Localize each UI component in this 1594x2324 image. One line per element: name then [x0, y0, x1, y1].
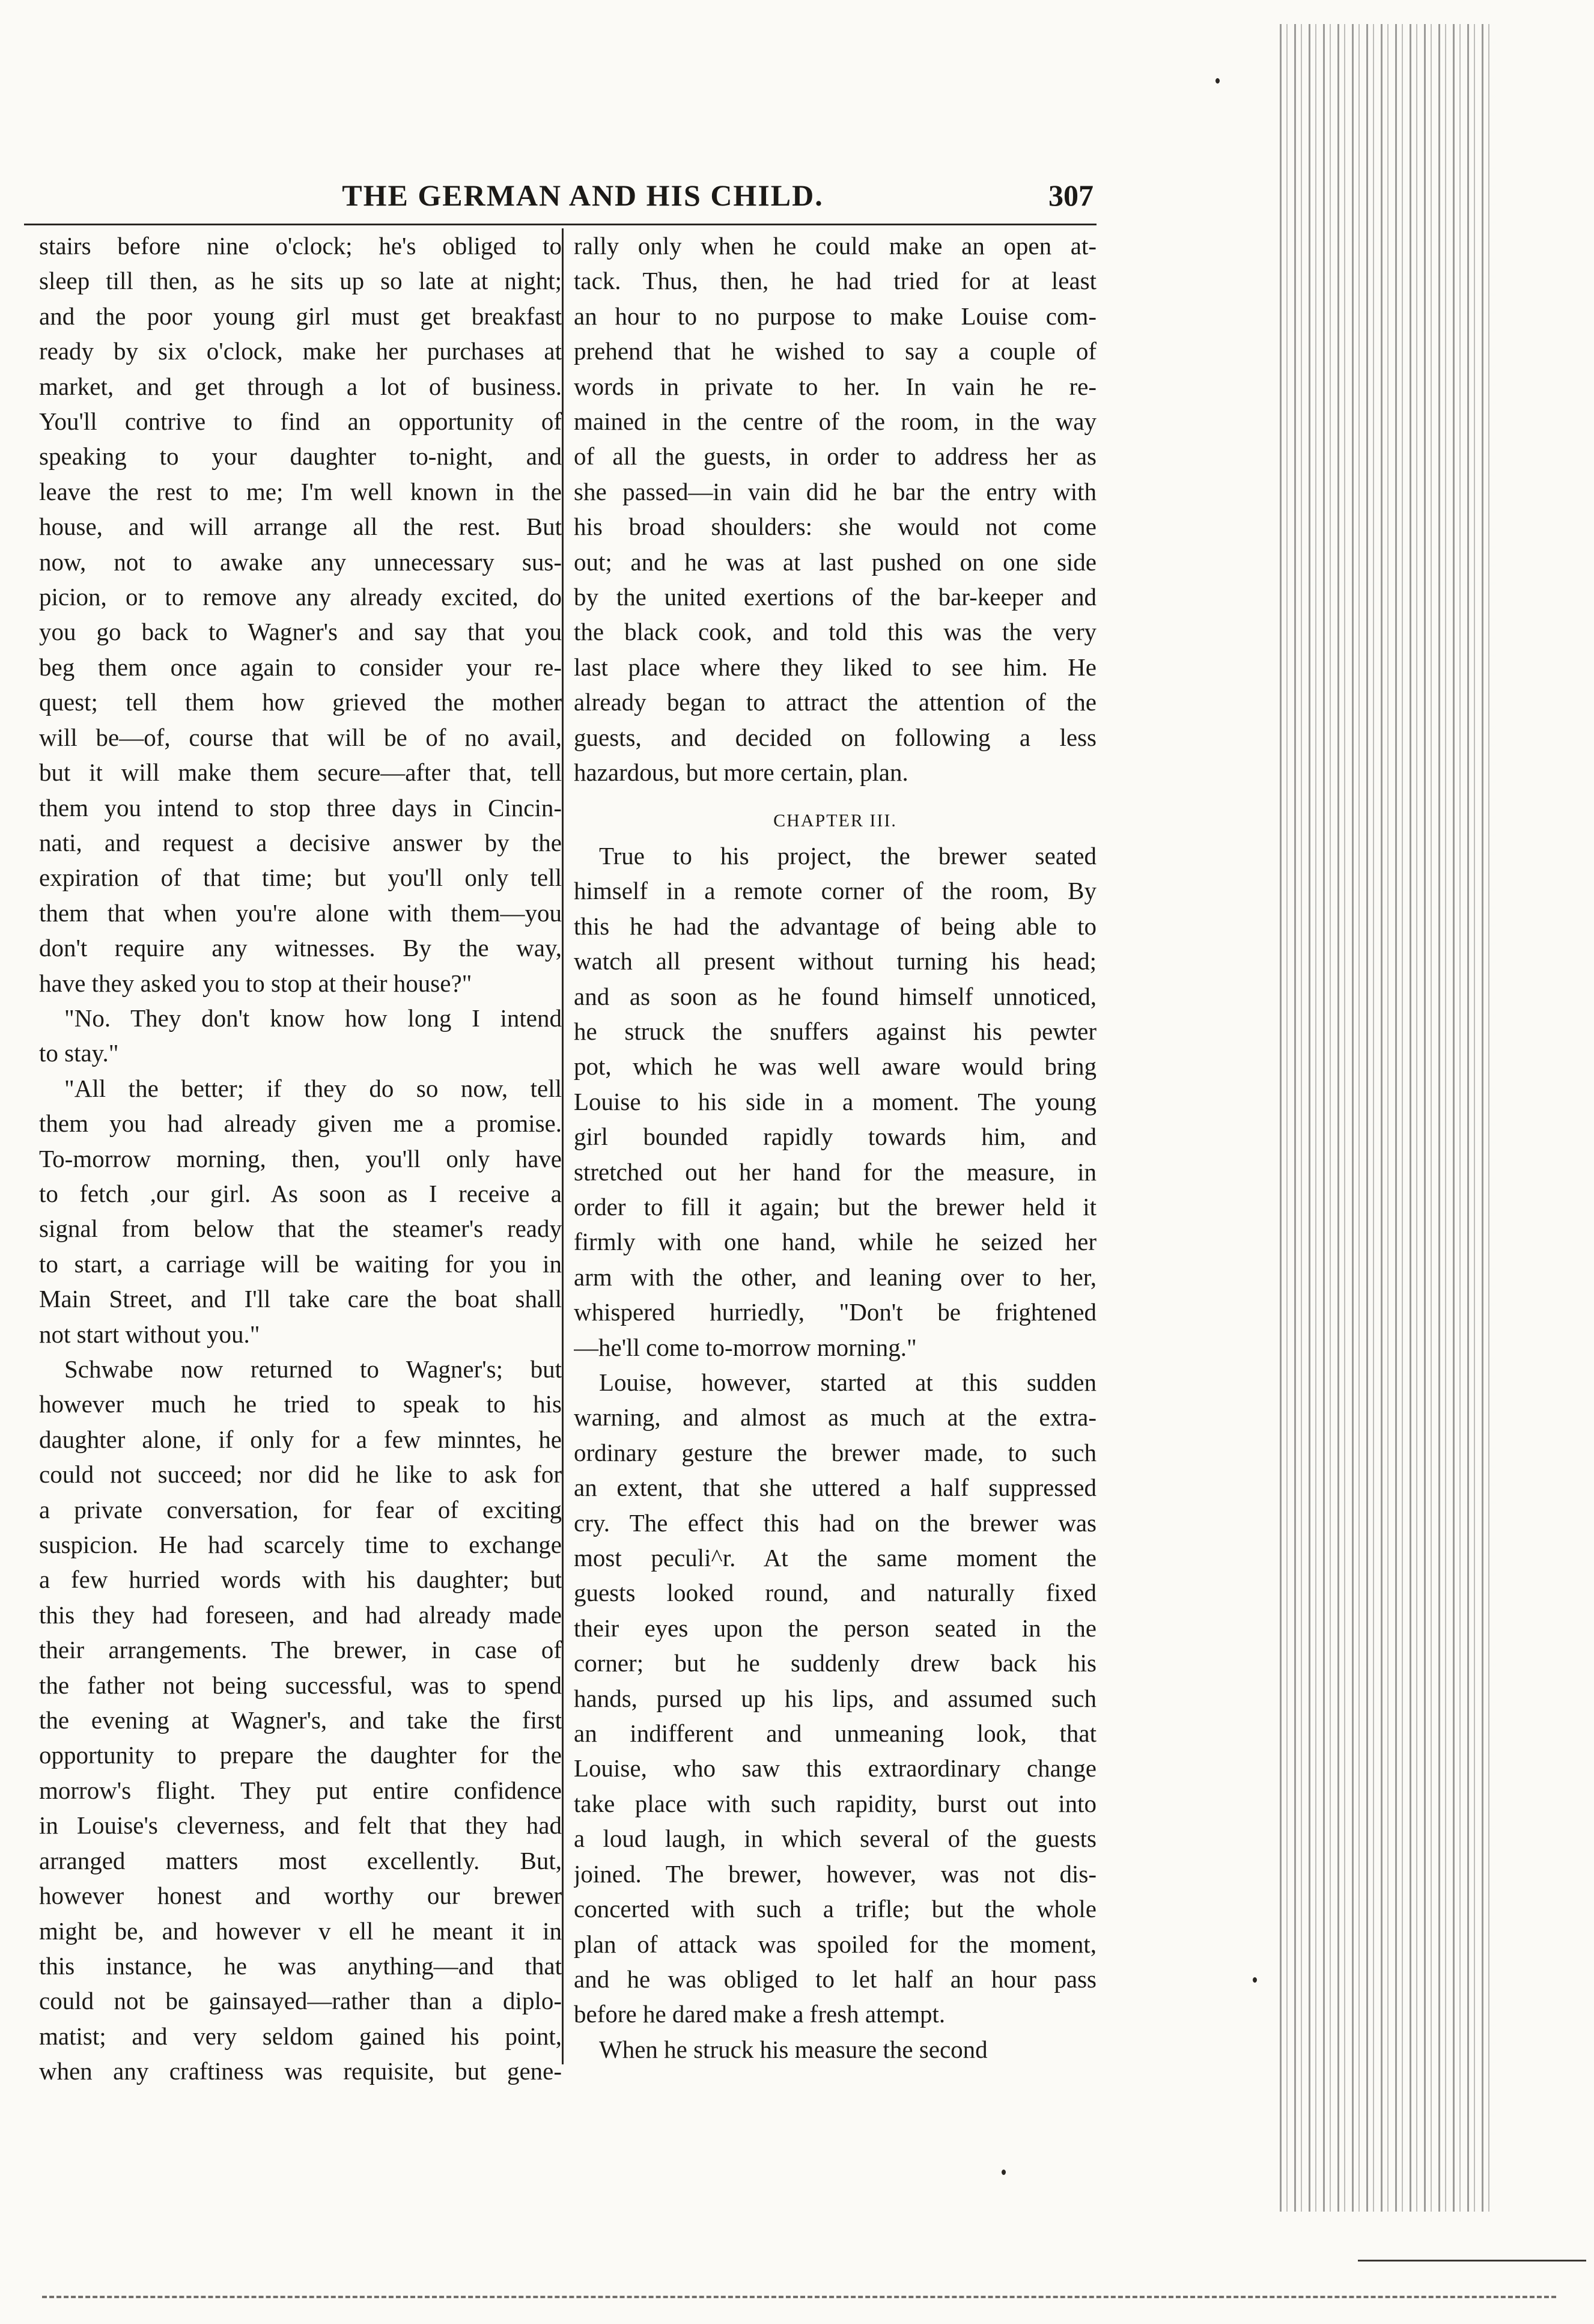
text-line: stretched out her hand for the measure, in [574, 1157, 1097, 1186]
text-line: corner; but he suddenly drew back his [574, 1649, 1097, 1677]
text-line: nati, and request a decisive answer by the [39, 828, 562, 856]
text-line: a loud laugh, in which several of the guests [574, 1825, 1097, 1853]
text-line: and he was obliged to let half an hour pass [574, 1965, 1097, 1993]
column-divider [562, 228, 564, 2064]
text-line: pot, which he was well aware would bring [574, 1052, 1097, 1081]
text-line: house, and will arrange all the rest. But [39, 513, 562, 541]
text-line: an hour to no purpose to make Louise com- [574, 302, 1097, 330]
text-line: You'll contrive to find an opportunity of [39, 407, 562, 436]
text-line: however much he tried to speak to his [39, 1390, 562, 1418]
text-line: morrow's flight. They put entire confidence [39, 1776, 562, 1804]
text-line: take place with such rapidity, burst out into [574, 1789, 1097, 1817]
text-line: this he had the advantage of being able to [574, 912, 1097, 940]
text-line: "No. They don't know how long I intend [64, 1004, 562, 1032]
text-line: joined. The brewer, however, was not dis- [574, 1859, 1097, 1888]
right-column-bottom-text [574, 838, 1097, 2067]
text-line: daughter alone, if only for a few minntes, he [39, 1425, 562, 1453]
text-line: matist; and very seldom gained his point, [39, 2022, 562, 2050]
text-line: don't require any witnesses. By the way, [39, 934, 562, 962]
text-line: order to fill it again; but the brewer held it [574, 1192, 1097, 1221]
text-line: have they asked you to stop at their house?" [39, 969, 472, 997]
text-line: he struck the snuffers against his pewter [574, 1017, 1097, 1045]
ink-speck [1002, 2170, 1006, 2175]
text-line: could not be gainsayed—rather than a diplo- [39, 1987, 562, 2015]
text-line: warning, and almost as much at the extra- [574, 1403, 1097, 1432]
text-line: arranged matters most excellently. But, [39, 1846, 562, 1874]
text-line: an extent, that she uttered a half suppressed [574, 1474, 1097, 1502]
text-line: a private conversation, for fear of exciting [39, 1495, 562, 1523]
text-line: signal from below that the steamer's ready [39, 1215, 562, 1243]
page-number: 307 [1048, 178, 1094, 212]
text-line: Louise to his side in a moment. The young [574, 1087, 1097, 1115]
text-line: leave the rest to me; I'm well known in the [39, 477, 562, 505]
text-line: watch all present without turning his head; [574, 947, 1097, 975]
text-line: words in private to her. In vain he re- [574, 372, 1097, 400]
text-line: whispered hurriedly, "Don't be frightened [574, 1298, 1097, 1326]
ink-speck [1215, 78, 1220, 84]
text-line: Louise, who saw this extraordinary change [574, 1754, 1097, 1783]
text-line: when any craftiness was requisite, but gene- [39, 2057, 562, 2085]
text-line: this instance, he was anything—and that [39, 1951, 562, 1980]
text-line: girl bounded rapidly towards him, and [574, 1123, 1097, 1151]
text-line: an indifferent and unmeaning look, that [574, 1719, 1097, 1748]
text-line: tack. Thus, then, he had tried for at least [574, 267, 1097, 295]
text-line: picion, or to remove any already excited, do [39, 583, 562, 611]
margin-rule [1358, 2260, 1586, 2261]
left-column [39, 228, 562, 2089]
text-line: suspicion. He had scarcely time to exchange [39, 1531, 562, 1559]
chapter-heading: CHAPTER III. [773, 810, 897, 831]
text-line: will be—of, course that will be of no avail, [39, 723, 562, 751]
text-line: most peculi^r. At the same moment the [574, 1544, 1097, 1572]
text-line: them that when you're alone with them—you [39, 898, 562, 927]
text-line: ordinary gesture the brewer made, to such [574, 1438, 1097, 1466]
text-line: to stay." [39, 1039, 119, 1067]
text-line: mained in the centre of the room, in the way [574, 407, 1097, 436]
text-line: their arrangements. The brewer, in case of [39, 1636, 562, 1664]
text-line: firmly with one hand, while he seized her [574, 1228, 1097, 1256]
text-line: "All the better; if they do so now, tell [64, 1074, 562, 1102]
text-line: this they had foreseen, and had already made [39, 1600, 562, 1629]
text-line: their eyes upon the person seated in the [574, 1614, 1097, 1642]
running-header [72, 174, 1094, 216]
text-line: them you had already given me a promise. [39, 1109, 562, 1138]
text-line: a few hurried words with his daughter; but [39, 1566, 562, 1594]
text-line: quest; tell them how grieved the mother [39, 688, 562, 716]
text-line: plan of attack was spoiled for the moment, [574, 1930, 1097, 1958]
text-line: prehend that he wished to say a couple of [574, 337, 1097, 365]
text-line: the father not being successful, was to spend [39, 1671, 562, 1699]
text-line: by the united exertions of the bar-keeper and [574, 583, 1097, 611]
text-line: sleep till then, as he sits up so late at night; [39, 267, 562, 295]
text-line: himself in a remote corner of the room, By [574, 877, 1097, 905]
text-line: hands, pursed up his lips, and assumed such [574, 1684, 1097, 1712]
text-line: Schwabe now returned to Wagner's; but [64, 1355, 562, 1383]
text-line: she passed—in vain did he bar the entry with [574, 477, 1097, 505]
text-line: arm with the other, and leaning over to her, [574, 1263, 1097, 1291]
text-line: beg them once again to consider your re- [39, 653, 562, 681]
text-line: rally only when he could make an open at- [574, 232, 1097, 260]
text-line: and the poor young girl must get breakfast [39, 302, 562, 330]
text-line: to fetch ,our girl. As soon as I receive a [39, 1179, 562, 1207]
text-line: them you intend to stop three days in Cincin- [39, 793, 562, 822]
text-line: concerted with such a trifle; but the whole [574, 1895, 1097, 1923]
text-line: to start, a carriage will be waiting for you in [39, 1249, 562, 1278]
text-line: Louise, however, started at this sudden [599, 1368, 1097, 1396]
facing-page-edge [1280, 24, 1496, 2212]
text-line: stairs before nine o'clock; he's obliged to [39, 232, 562, 260]
text-line: in Louise's cleverness, and felt that they had [39, 1811, 562, 1840]
text-line: before he dared make a fresh attempt. [574, 2000, 946, 2028]
text-line: opportunity to prepare the daughter for the [39, 1741, 562, 1769]
text-line: True to his project, the brewer seated [599, 841, 1097, 870]
text-line: guests, and decided on following a less [574, 723, 1097, 751]
running-title: THE GERMAN AND HIS CHILD. [342, 178, 824, 212]
text-line: —he'll come to-morrow morning." [574, 1333, 917, 1361]
text-line: could not succeed; nor did he like to ask for [39, 1460, 562, 1489]
text-line: of all the guests, in order to address her as [574, 442, 1097, 471]
text-line: To-morrow morning, then, you'll only have [39, 1144, 562, 1173]
text-line: ready by six o'clock, make her purchases at [39, 337, 562, 365]
text-line: now, not to awake any unnecessary sus- [39, 547, 562, 576]
ink-speck [1253, 1977, 1257, 1983]
text-line: the black cook, and told this was the very [574, 618, 1097, 646]
text-line: hazardous, but more certain, plan. [574, 758, 908, 787]
text-line: When he struck his measure the second [599, 2035, 988, 2063]
header-rule [24, 224, 1097, 225]
text-line: market, and get through a lot of business. [39, 372, 562, 400]
text-line: Main Street, and I'll take care the boat shall [39, 1285, 562, 1313]
text-line: however honest and worthy our brewer [39, 1882, 562, 1910]
right-column-top-text [574, 228, 1097, 790]
text-line: already began to attract the attention of the [574, 688, 1097, 716]
text-line: the evening at Wagner's, and take the first [39, 1706, 562, 1734]
right-column [574, 228, 1097, 2067]
text-line: but it will make them secure—after that, tell [39, 758, 562, 787]
text-line: speaking to your daughter to-night, and [39, 442, 562, 471]
text-line: might be, and however v ell he meant it in [39, 1917, 562, 1945]
text-line: you go back to Wagner's and say that you [39, 618, 562, 646]
text-line: last place where they liked to see him. He [574, 653, 1097, 681]
text-line: expiration of that time; but you'll only tell [39, 864, 562, 892]
text-line: his broad shoulders: she would not come [574, 513, 1097, 541]
text-line: not start without you." [39, 1320, 260, 1348]
text-line: and as soon as he found himself unnoticed, [574, 982, 1097, 1010]
text-line: cry. The effect this had on the brewer was [574, 1508, 1097, 1537]
text-line: out; and he was at last pushed on one side [574, 547, 1097, 576]
text-line: guests looked round, and naturally fixed [574, 1579, 1097, 1607]
bottom-dashes [42, 2296, 1556, 2298]
